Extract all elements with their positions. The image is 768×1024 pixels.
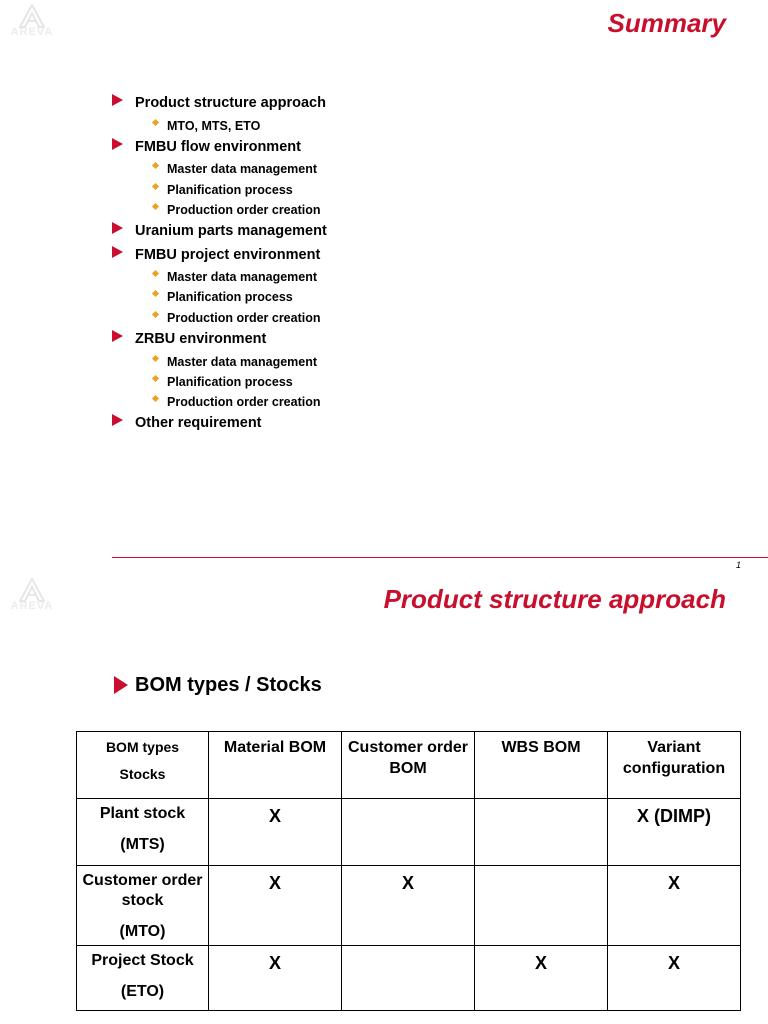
outline-item xyxy=(112,93,532,117)
table-corner-cell xyxy=(77,732,209,799)
table-cell: X xyxy=(608,946,741,1011)
red-triangle-bullet-icon xyxy=(112,138,123,150)
section-heading xyxy=(112,674,322,697)
table-cell xyxy=(342,946,475,1011)
outline-subitem-label: Planification process xyxy=(167,182,293,197)
outline-item xyxy=(112,137,532,161)
outline-item-label: Other requirement xyxy=(135,415,262,432)
table-cell: X xyxy=(209,946,342,1011)
outline-subitem xyxy=(112,373,532,393)
table-cell xyxy=(342,799,475,866)
orange-diamond-bullet-icon xyxy=(152,311,159,318)
table-row xyxy=(77,946,741,1011)
table-row xyxy=(77,799,741,866)
outline-item-label: ZRBU environment xyxy=(135,331,267,348)
table-cell: X xyxy=(209,866,342,946)
outline-item xyxy=(112,413,532,437)
outline-item-label: FMBU project environment xyxy=(135,246,321,263)
slide-title-summary: Summary xyxy=(607,8,726,38)
table-cell: X xyxy=(209,799,342,866)
slide-title-product-structure: Product structure approach xyxy=(383,584,726,614)
outline-subitem-label: Master data management xyxy=(167,354,318,369)
row-header-label: Project Stock xyxy=(91,952,194,969)
outline-subitem xyxy=(112,160,532,180)
areva-logo-mark-icon xyxy=(19,4,45,28)
row-header-sub: (MTS) xyxy=(120,836,165,853)
outline-item-label: Uranium parts management xyxy=(135,223,327,240)
outline-item xyxy=(112,329,532,353)
row-header-sub: (MTO) xyxy=(119,923,166,940)
orange-diamond-bullet-icon xyxy=(152,270,159,277)
outline-item xyxy=(112,221,532,245)
outline-subitem xyxy=(112,309,532,329)
table-cell xyxy=(475,799,608,866)
column-header: Customer order BOM xyxy=(342,732,475,799)
row-header-label: Plant stock xyxy=(99,805,186,822)
row-header-sub: (ETO) xyxy=(120,983,165,1000)
red-triangle-bullet-icon xyxy=(112,414,123,426)
outline-subitem-label: MTO, MTS, ETO xyxy=(167,118,261,133)
table-row xyxy=(77,866,741,946)
red-triangle-bullet-icon xyxy=(112,222,123,234)
section-heading-label: BOM types / Stocks xyxy=(135,674,322,696)
outline-subitem-label: Master data management xyxy=(167,270,318,285)
orange-diamond-bullet-icon xyxy=(152,162,159,169)
outline-subitem xyxy=(112,268,532,288)
outline-subitem-label: Planification process xyxy=(167,374,293,389)
red-triangle-bullet-icon xyxy=(112,330,123,342)
outline-item-label: Product structure approach xyxy=(135,95,326,111)
row-header xyxy=(77,866,209,946)
row-header-label: Customer order stock xyxy=(82,872,203,909)
outline-item xyxy=(112,245,532,269)
column-header: WBS BOM xyxy=(475,732,608,799)
orange-diamond-bullet-icon xyxy=(152,183,159,190)
areva-logo-mark-icon xyxy=(19,578,45,602)
page-number: 1 xyxy=(736,560,742,570)
corner-label-bom-types: BOM types xyxy=(105,739,180,755)
outline-subitem xyxy=(112,288,532,308)
outline-subitem xyxy=(112,181,532,201)
outline-subitem xyxy=(112,201,532,221)
corner-label-stocks: Stocks xyxy=(119,766,166,782)
table-cell: X xyxy=(608,866,741,946)
areva-logo xyxy=(2,4,62,44)
outline-subitem xyxy=(112,117,532,137)
orange-diamond-bullet-icon xyxy=(152,395,159,402)
areva-logo-text: AREVA xyxy=(10,600,54,612)
outline-subitem-label: Planification process xyxy=(167,290,293,305)
outline-item-label: FMBU flow environment xyxy=(135,138,301,155)
table-cell: X xyxy=(342,866,475,946)
slide-divider-line xyxy=(112,557,768,558)
column-header: Variant configuration xyxy=(608,732,741,799)
red-triangle-bullet-icon xyxy=(112,246,123,258)
outline-subitem-label: Production order creation xyxy=(167,310,321,325)
table-cell: X (DIMP) xyxy=(608,799,741,866)
outline-subitem xyxy=(112,353,532,373)
row-header xyxy=(77,946,209,1011)
outline-subitem xyxy=(112,393,532,413)
table-cell: X xyxy=(475,946,608,1011)
red-triangle-bullet-icon xyxy=(112,94,123,106)
bom-stocks-table xyxy=(76,731,741,1011)
summary-outline xyxy=(112,93,532,437)
table-header-row xyxy=(77,732,741,799)
table-cell xyxy=(475,866,608,946)
orange-diamond-bullet-icon xyxy=(152,118,159,125)
orange-diamond-bullet-icon xyxy=(152,375,159,382)
areva-logo-text: AREVA xyxy=(10,26,54,38)
outline-subitem-label: Master data management xyxy=(167,162,318,177)
areva-logo xyxy=(2,578,62,618)
orange-diamond-bullet-icon xyxy=(152,355,159,362)
outline-subitem-label: Production order creation xyxy=(167,395,321,410)
orange-diamond-bullet-icon xyxy=(152,203,159,210)
column-header: Material BOM xyxy=(209,732,342,799)
red-triangle-bullet-icon xyxy=(114,676,128,694)
orange-diamond-bullet-icon xyxy=(152,290,159,297)
row-header xyxy=(77,799,209,866)
outline-subitem-label: Production order creation xyxy=(167,202,321,217)
